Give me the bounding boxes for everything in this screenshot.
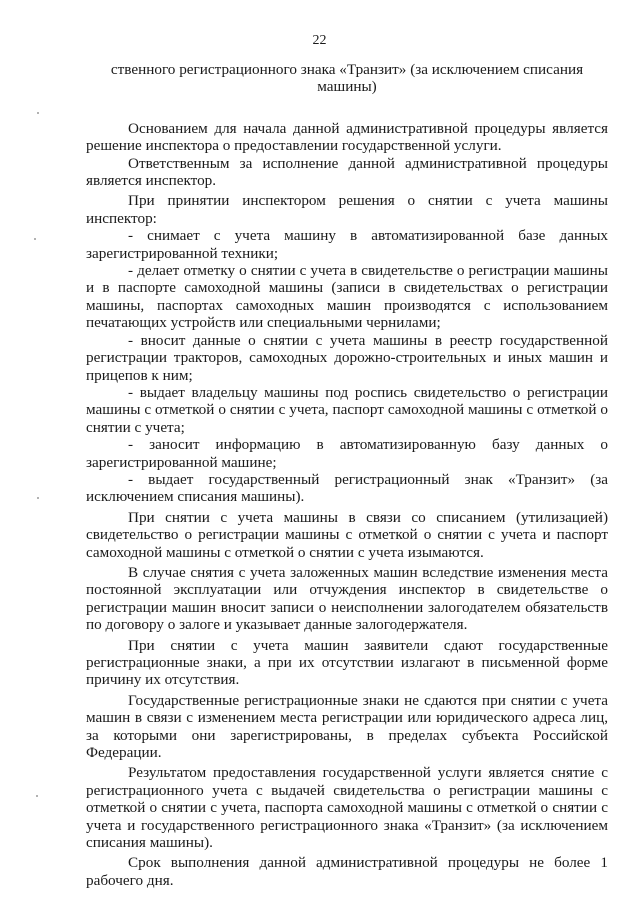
list-item-remove-from-database: - снимает с учета машину в автоматизированной базе данных зарегистрированной техники; <box>86 227 608 262</box>
paragraph-plates-not-surrendered: Государственные регистрационные знаки не сдаются при снятии с учета машин в связи с изменением места регистрации или юридического адреса лиц, за которыми они зарегистрированы, в пределах субъекта Российской Федерации. <box>86 691 608 762</box>
paragraph-write-off: При снятии с учета машины в связи со списанием (утилизацией) свидетельство о регистрации машины с отметкой о снятии с учета и паспорт самоходной машины с отметкой о снятии с учета изымаются. <box>86 508 608 561</box>
paragraph-pledged-machines: В случае снятия с учета заложенных машин вследствие изменения места постоянной эксплуатации или отчуждения инспектор в свидетельстве о регистрации машин вносит записи о неисполнении залогодателем обязательств по договору о залоге и указывает данные залогодержателя. <box>86 563 608 634</box>
paragraph-basis: Основанием для начала данной административной процедуры является решение инспектора о предоставлении государственной услуги. <box>86 119 608 155</box>
scan-speck <box>37 112 39 114</box>
paragraph-result: Результатом предоставления государственной услуги является снятие с регистрационного учета с выдачей свидетельства о регистрации машины с отметкой о снятии с учета, паспорта самоходной машины с отметкой о снятии с учета и государственного регистрационного знака «Транзит» (за исключением списания машины). <box>86 764 608 852</box>
list-item-enter-information: - заносит информацию в автоматизированную базу данных о зарегистрированной машине; <box>86 436 608 471</box>
scan-speck <box>37 497 39 499</box>
scan-speck <box>36 795 38 797</box>
list-item-issue-transit-plate: - выдает государственный регистрационный знак «Транзит» (за исключением списания машины). <box>86 470 608 506</box>
document-body <box>86 61 608 889</box>
paragraph-deadline: Срок выполнения данной административной процедуры не более 1 рабочего дня. <box>86 854 608 889</box>
paragraph-responsible: Ответственным за исполнение данной административной процедуры является инспектор. <box>86 154 608 190</box>
list-item-issue-certificate: - выдает владельцу машины под роспись свидетельство о регистрации машины с отметкой о снятии с учета, паспорт самоходной машины с отметкой о снятии с учета; <box>86 383 608 436</box>
paragraph-decision-intro: При принятии инспектором решения о снятии с учета машины инспектор: <box>86 192 608 227</box>
paragraph-surrender-plates: При снятии с учета машин заявители сдают государственные регистрационные знаки, а при их отсутствии излагают в письменной форме причину их отсутствия. <box>86 636 608 689</box>
scan-speck <box>34 238 36 240</box>
page-number: 22 <box>312 33 327 48</box>
paragraph-continuation: ственного регистрационного знака «Транзит» (за исключением списания машины) <box>110 61 584 96</box>
list-item-registry-entry: - вносит данные о снятии с учета машины в реестр государственной регистрации тракторов, самоходных дорожно-строительных и иных машин и прицепов к ним; <box>86 331 608 384</box>
list-item-mark-certificate: - делает отметку о снятии с учета в свидетельстве о регистрации машины и в паспорте самоходной машины (записи в свидетельствах о регистрации машины, паспортах самоходных машин производятся с использованием печатающих устройств или специальными чернилами; <box>86 262 608 332</box>
